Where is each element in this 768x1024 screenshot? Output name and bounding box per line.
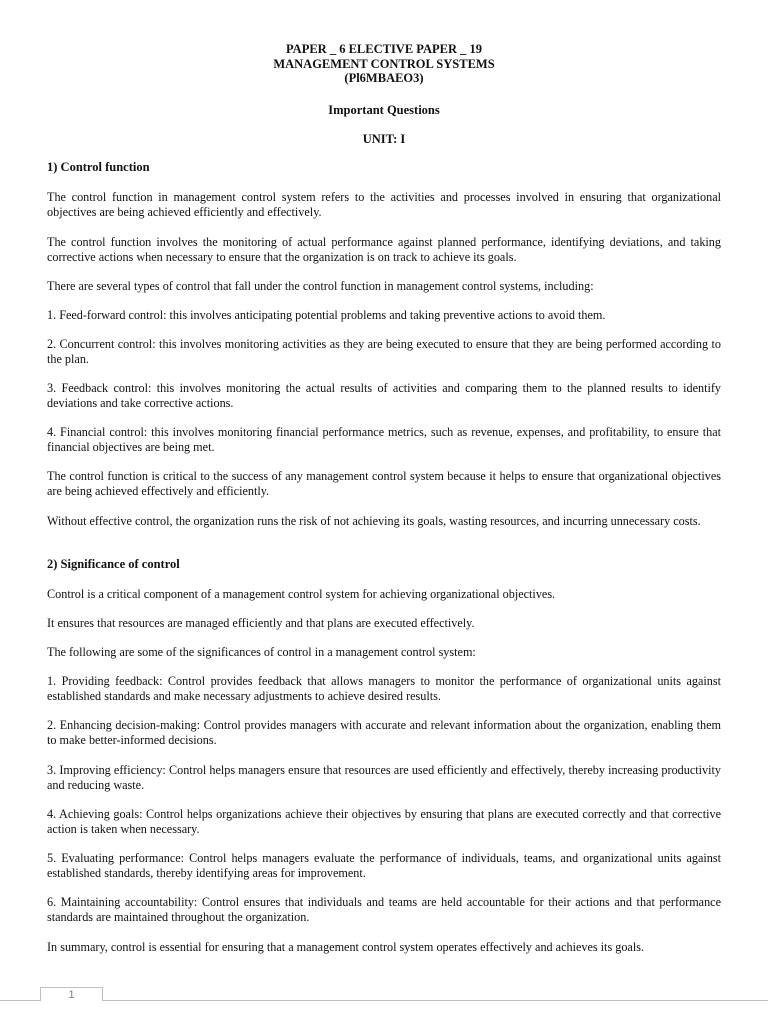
paragraph: There are several types of control that fall under the control function in management control systems, including: bbox=[47, 279, 594, 293]
paragraph: The following are some of the significances of control in a management control system: bbox=[47, 645, 476, 659]
course-code: (Pl6MBAEO3) bbox=[344, 71, 424, 85]
list-item: 3. Improving efficiency: Control helps managers ensure that resources are used efficiently and effectively, thereby increasing productivity and reducing waste. bbox=[47, 763, 721, 792]
list-item: 5. Evaluating performance: Control helps managers evaluate the performance of individuals, teams, and organizational units against established standards, thereby identifying areas for improvement. bbox=[47, 851, 721, 880]
paragraph: The control function is critical to the success of any management control system because it helps to ensure that organizational objectives are being achieved effectively and efficiently. bbox=[47, 469, 721, 498]
paragraph: Without effective control, the organization runs the risk of not achieving its goals, wasting resources, and incurring unnecessary costs. bbox=[47, 514, 701, 528]
paragraph: In summary, control is essential for ensuring that a management control system operates effectively and achieves its goals. bbox=[47, 940, 645, 954]
course-title: MANAGEMENT CONTROL SYSTEMS bbox=[273, 56, 495, 71]
list-item: 3. Feedback control: this involves monitoring the actual results of activities and comparing them to the planned results to identify deviations and take corrective actions. bbox=[47, 381, 721, 410]
list-item: 2. Enhancing decision-making: Control provides managers with accurate and relevant information about the organization, enabling them to make better-informed decisions. bbox=[47, 718, 721, 747]
document-header bbox=[0, 42, 768, 86]
list-item: 4. Achieving goals: Control helps organizations achieve their objectives by ensuring that plans are executed correctly and that corrective action is taken when necessary. bbox=[47, 807, 721, 836]
unit-title: UNIT: I bbox=[362, 132, 406, 146]
list-item: 1. Feed-forward control: this involves anticipating potential problems and taking preventive actions to avoid them. bbox=[47, 308, 606, 322]
list-item: 2. Concurrent control: this involves monitoring activities as they are being executed to ensure that they are being performed according to the plan. bbox=[47, 337, 721, 366]
paragraph: Control is a critical component of a management control system for achieving organizational objectives. bbox=[47, 587, 556, 601]
paragraph: The control function in management control system refers to the activities and processes involved in ensuring that organizational objectives are being achieved efficiently and effectively. bbox=[47, 190, 721, 219]
list-item: 6. Maintaining accountability: Control ensures that individuals and teams are held accountable for their actions and that performance standards are maintained throughout the organization. bbox=[47, 895, 721, 924]
list-item: 4. Financial control: this involves monitoring financial performance metrics, such as revenue, expenses, and profitability, to ensure that financial objectives are being met. bbox=[47, 425, 721, 454]
section-heading-significance: 2) Significance of control bbox=[47, 557, 180, 571]
paper-title: PAPER _ 6 ELECTIVE PAPER _ 19 bbox=[285, 42, 483, 56]
paragraph: The control function involves the monitoring of actual performance against planned performance, identifying deviations, and taking corrective actions when necessary to ensure that the organization is on track to achieve its goals. bbox=[47, 235, 721, 264]
paragraph: It ensures that resources are managed efficiently and that plans are executed effectively. bbox=[47, 616, 475, 630]
page-number: 1 bbox=[68, 989, 75, 1001]
footer-divider bbox=[0, 1000, 768, 1001]
section-heading-control-function: 1) Control function bbox=[47, 160, 150, 174]
list-item: 1. Providing feedback: Control provides feedback that allows managers to monitor the performance of organizational units against established standards and make necessary adjustments to achieve desired results. bbox=[47, 674, 721, 703]
important-questions-title: Important Questions bbox=[328, 103, 440, 117]
